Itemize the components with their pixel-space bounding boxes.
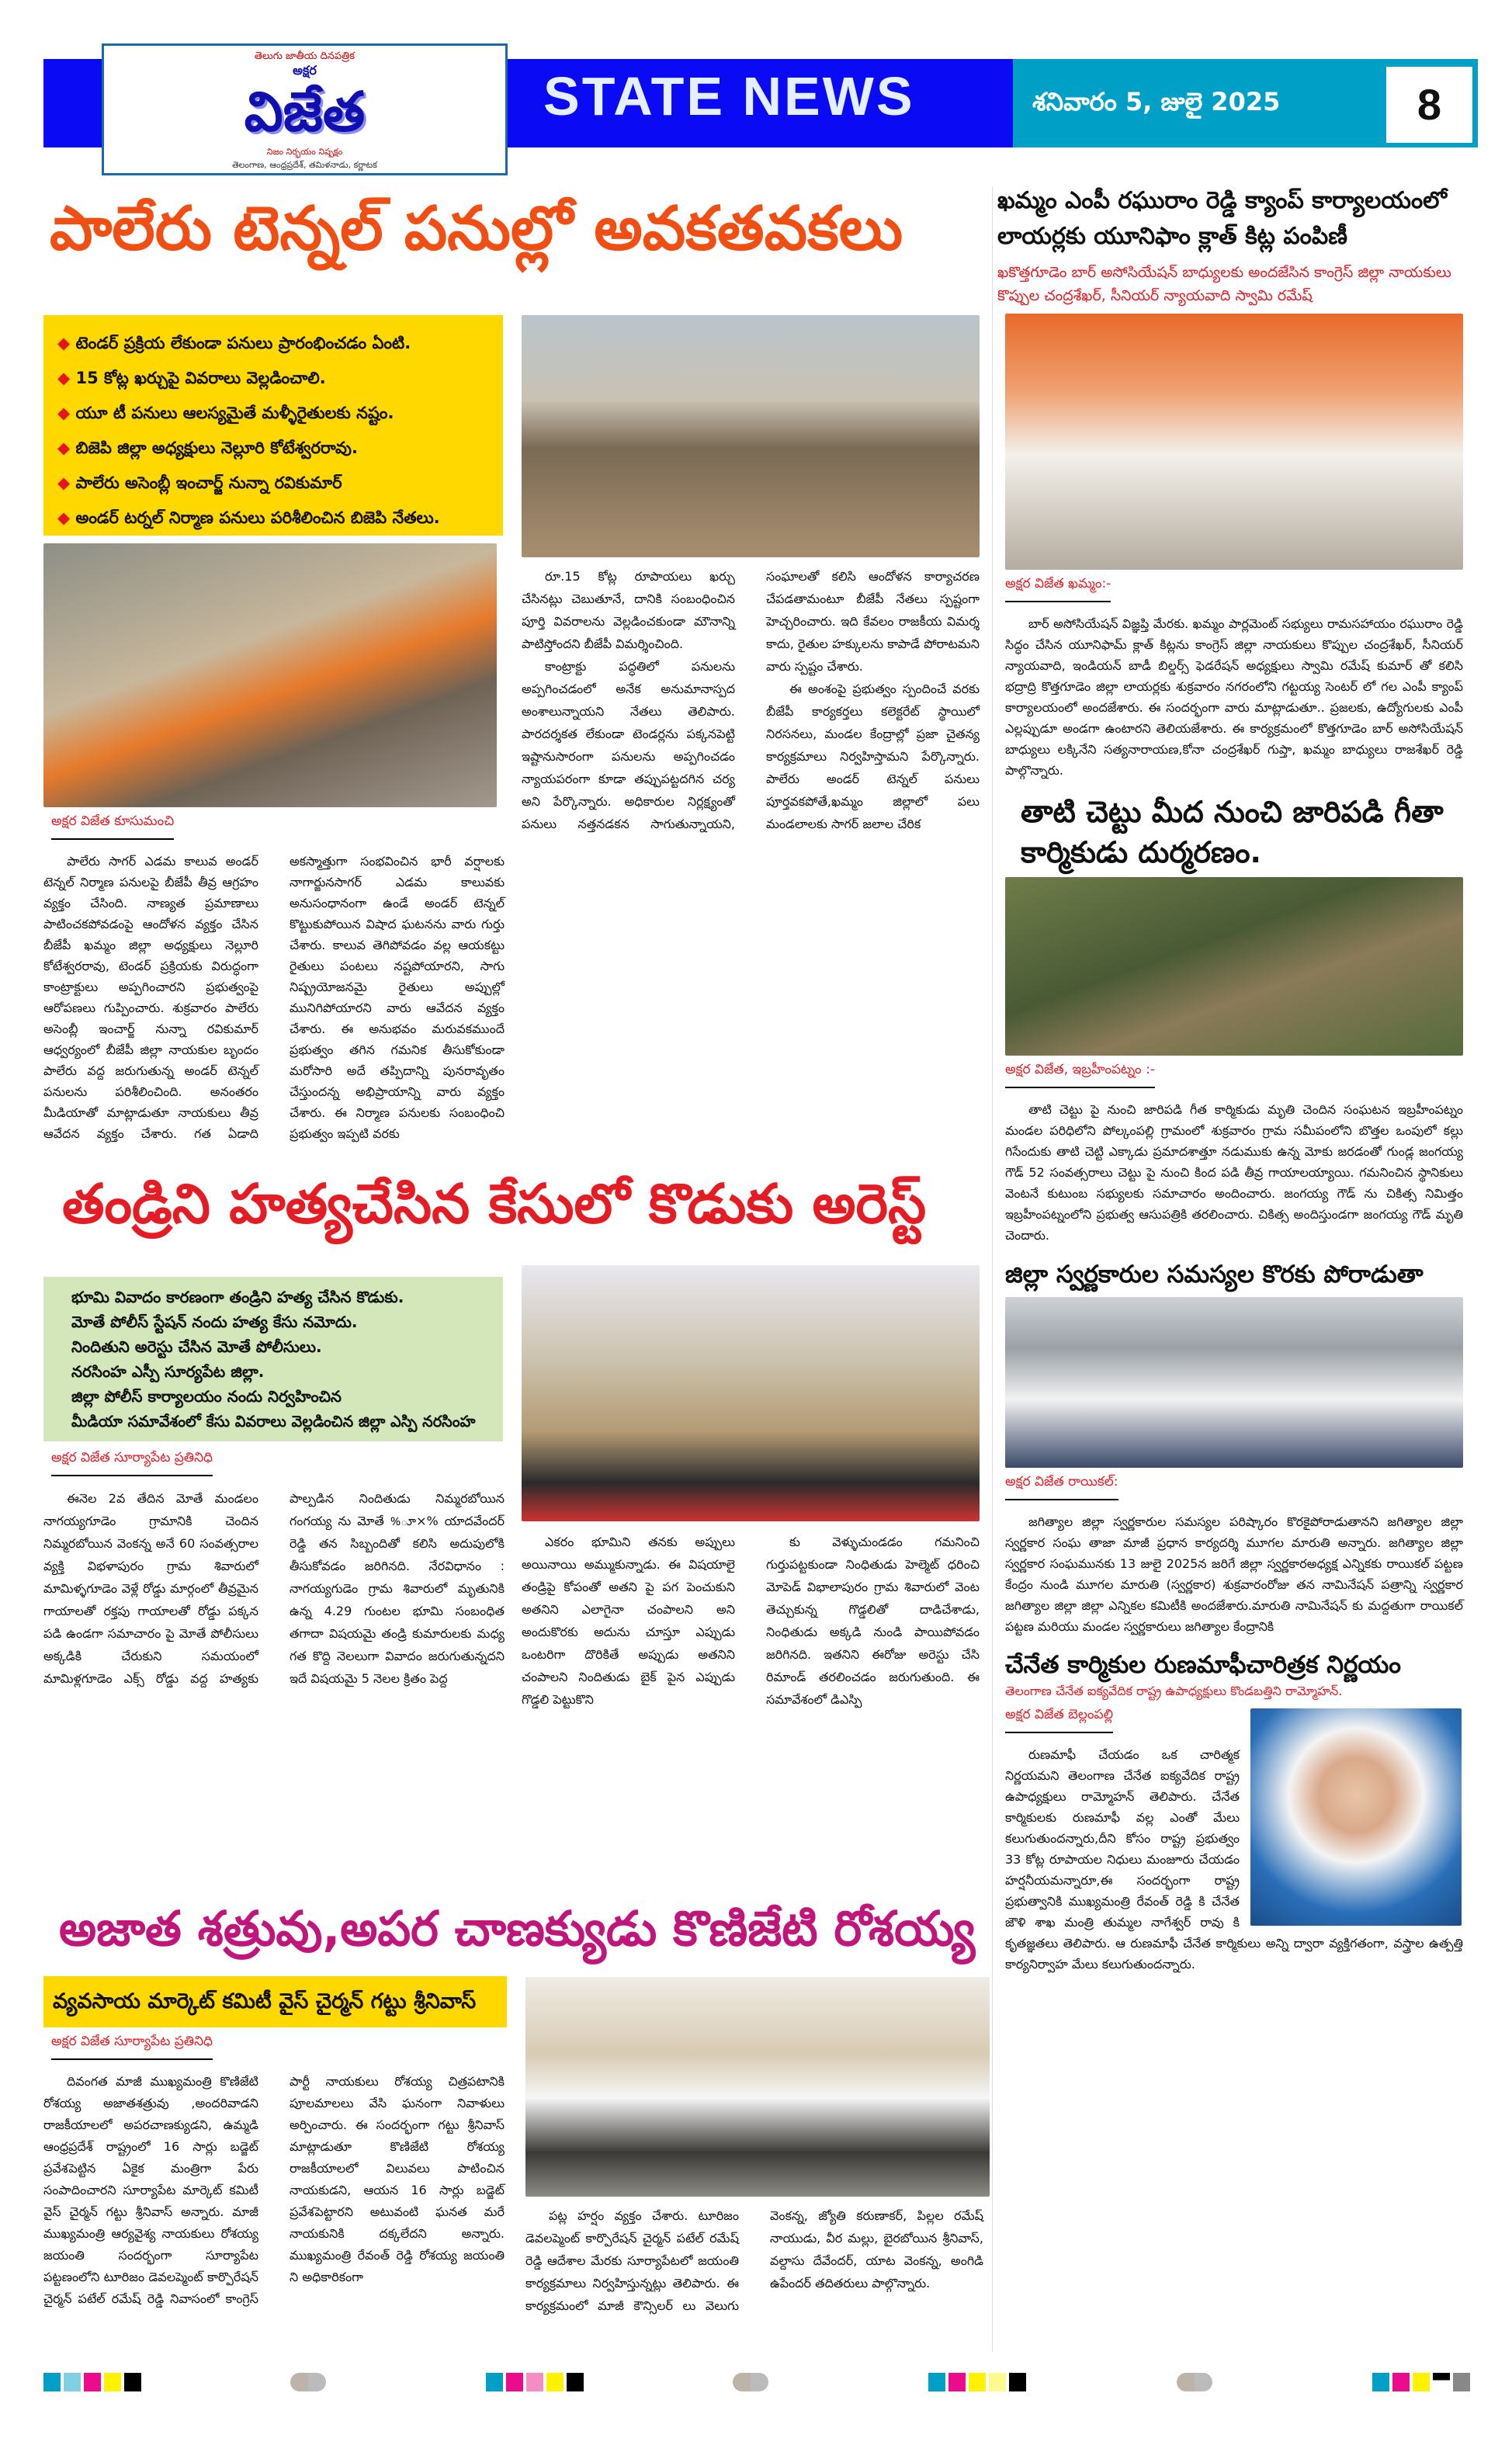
paragraph: తాటి చెట్టు పై నుంచి జారిపడి గీత కార్మికుడు మృతి చెందిన సంఘటన ఇబ్రహీంపట్నం మండల పరిధిలోని పోల్కంపల్లి గ్రామంలో శుక్రవారం గ్రామ సమీపంలోని బొత్తల ఒంపులో కల్లు గిసేందుకు తాటి చెట్టి ఎక్కాడు ప్రమాదశాత్తూ నడుముకు ఉన్న మోకు జరడంతో గుండ్ల జంగయ్య గౌడ్ 52 సంవత్సరాలు చెట్టు పై నుంచి కింద పడి తీవ్ర గాయాలయ్యాయి. గమనించిన స్థానికులు వెంటనే కుటుంబ సభ్యులకు సమాచారం అందించారు. జంగయ్య గౌడ్ ను చికిత్స నిమిత్తం ఇబ్రహీంపట్నంలోని ప్రభుత్వ ఆసుపత్రికి తరలించారు. చికిత్స అందిస్తుండగా జంగయ్య గౌడ్ మృతి చెందారు. [1005, 1102, 1463, 1243]
paragraph: ఈనెల 2వ తేదిన మోతే మండలం నాగయ్యగూడెం గ్రామానికి చెందిన నిమ్మరబోయిన వెంకన్న అనే 60 సంవత్సరాల వ్యక్తి విభళాపురం గ్రామ శివారులో మామిళ్ళగూడెం వెళ్లే రోడ్డు మార్గంలో తీవ్రమైన గాయాలతో రక్తపు గాయాలతో రోడ్డు పక్కన పడి ఉండగా సమాచారం పై మోతే పోలీసులు అక్కడికి చేరుకుని సమయంలో మామిళ్లగూడెం ఎక్స్ రోడ్డు వద్ద హత్యకు పాల్పడిన నిందితుడు నిమ్మరబోయిన గంగయ్య ను మోతే %ూ×% యాదవేందర్ రెడ్డి తన సిబ్బందితో కలిసి అదుపులోకి తీసుకోవడం జరిగినది. నేరవిధానం : నాగయ్యగుడెం గ్రామ శివారులో మృతునికి ఉన్న 4.29 గుంటల భూమి సంబంధిత తగాదా విషయమై తండ్రి కుమారులకు మధ్య గత కొద్ది నెలలుగా వివాదం జరుగుతున్నదని ఇదే విషయమై 5 నెలల క్రితం పెద్ద [43, 1491, 505, 1686]
headline-rosaiah: అజాత శత్రువు,అపర చాణక్యుడు కొణిజేటి రోశయ్య [59, 1900, 976, 1957]
right-column [997, 183, 1471, 1986]
article-paleru-right [522, 565, 980, 835]
photo-leaders-inspection [43, 543, 497, 807]
dateline: అక్షర విజేత ఖమ్మం:- [1005, 576, 1111, 602]
dateline: అక్షర విజేత బెల్లంపల్లి [1005, 1707, 1113, 1733]
registration-mark [1177, 2373, 1212, 2391]
paragraph: పట్ల హర్షం వ్యక్తం చేశారు. టూరిజం డెవలప్మెంట్ కార్పొరేషన్ చైర్మన్ పటేల్ రమేష్ రెడ్డి ఆదేశాల మేరకు సూర్యాపేటలో జయంతి కార్యక్రమాలు నిర్వహిస్తున్నట్లు తెలిపారు. ఈ కార్యక్రమంలో మాజీ కౌన్సిలర్ లు వెలుగు వెంకన్న, జ్యోతి కరుణాకర్, పిల్లల రమేష్ నాయుడు, వీర మల్లు, బైరబోయిన శ్రీనివాస్, వల్దాసు దేవేందర్, యాట వెంకన్న, అంగిడి ఉపేందర్ తదితరులు పాల్గొన్నారు. [525, 2208, 983, 2313]
logo-states: తెలంగాణ, ఆంధ్రప్రదేశ్, తమిళనాడు, కర్ణాటక [232, 160, 377, 170]
subhead: వ్యవసాయ మార్కెట్ కమిటీ వైస్ చైర్మన్ గట్టు శ్రీనివాస్ [53, 1989, 477, 2013]
article-arrest-left [43, 1444, 505, 1690]
logo-motto: నిజం నిర్భయం నిష్పక్షం [266, 147, 343, 157]
paragraph: పాలేరు సాగర్ ఎడమ కాలువ అండర్ టెన్నల్ నిర్మాణ పనులపై బీజేపీ తీవ్ర ఆగ్రహం వ్యక్తం చేసింది. నాణ్యత ప్రమాణాలు పాటించకపోవడంపై ఆందోళన వ్యక్తం చేసిన బీజేపీ ఖమ్మం జిల్లా అధ్యక్షులు నెల్లూరి కోటేశ్వరరావు, టెండర్ ప్రక్రియకు విరుద్ధంగా కాంట్రాక్టులు అప్పగించారని ప్రభుత్వంపై ఆరోపణలు గుప్పించారు. శుక్రవారం పాలేరు అసెంబ్లీ ఇంచార్జ్ నున్నా రవికుమార్ ఆధ్వర్యంలో బీజేపీ జిల్లా నాయకుల బృందం పాలేరు వద్ద జరుగుతున్న అండర్ టెన్నల్ పనులను పరిశీలించింది. అనంతరం మీడియాతో మాట్లాడుతూ నాయకులు తీవ్ర ఆవేదన వ్యక్తం చేశారు. గత ఏడాది అకస్మాత్తుగా సంభవించిన భారీ వర్షాలకు నాగార్జునసాగర్ ఎడమ కాలువకు అనుసంధానంగా ఉండే అండర్ టెన్నల్ కొట్టుకుపోయిన విషాద ఘటనను వారు గుర్తు చేశారు. కాలువ తెగిపోవడం వల్ల ఆయకట్టు రైతులు పంటలు నష్టపోయారని, సాగు నిష్ప్రయోజనమై రైతులు అప్పుల్లో మునిగిపోయారని వారు ఆవేదన వ్యక్తం చేశారు. ఈ అనుభవం మరువకముందే ప్రభుత్వం తగిన గమనిక తీసుకోకుండా మరోసారి అదే తప్పిదాన్ని పునరావృతం చేస్తుందన్న అభిప్రాయాన్ని వారు వ్యక్తం చేశారు. ఈ నిర్మాణ పనులకు సంబంధించి ప్రభుత్వం ఇప్పటి వరకు [43, 854, 505, 1141]
headline: చేనేత కార్మికుల రుణమాఫీచారిత్రక నిర్ణయం [1005, 1651, 1401, 1679]
photo-bjp-team-site [522, 315, 980, 557]
paragraph: ఈ అంశంపై ప్రభుత్వం స్పందించే వరకు బీజేపీ కార్యకర్తలు కలెక్టరేట్ స్థాయిలో నిరసనలు, మండల కేంద్రాల్లో ప్రజా చైతన్య కార్యక్రమాలు నిర్వహిస్తామని పేర్కొన్నారు. పాలేరు అండర్ టెన్నల్ పనులు పూర్తవకపోతే,ఖమ్మం జిల్లాలో పలు మండలాలకు సాగర్ జలాల చేరిక [766, 681, 980, 831]
subhead: తెలంగాణ చేనేత ఐక్యవేదిక రాష్ట్ర ఉపాధ్యక్షులు కొండబత్తిని రామ్మోహన్. [1005, 1684, 1343, 1698]
color-registration-bar [486, 2373, 584, 2391]
column-divider [992, 186, 993, 2352]
article-arrest-right [522, 1531, 980, 1711]
paragraph: కాంట్రాక్టు పద్ధతిలో పనులను అప్పగించడంలో అనేక అనుమానాస్పద అంశాలున్నాయని నేతలు తెలిపారు. పారదర్శకత లేకుండా టెండర్లను పక్కనపెట్టి ఇష్టానుసారంగా పనులను అప్పగించడం న్యాయపరంగా కూడా తప్పుపట్టదగిన చర్య అని పేర్కొన్నారు. అధికారుల నిర్లక్ష్యంతో పనులు నత్తనడకన సాగుతున్నాయని, సంఘాలతో కలిసి ఆందోళన కార్యాచరణ చేపడతామంటూ బీజేపీ నేతలు స్పష్టంగా హెచ్చరించారు. ఇది కేవలం రాజకీయ విమర్శ కాదు, రైతుల హక్కులను కాపాడే పోరాటమని వారు స్పష్టం చేశారు. [522, 569, 980, 831]
registration-mark [290, 2373, 326, 2391]
right-story-handloom [997, 1648, 1471, 1975]
logo-prefix: అక్షర [293, 63, 317, 78]
highlight-item: ◆ బిజెపి జిల్లా అధ్యక్షులు నెల్లూరి కోటేశ్వరరావు. [57, 431, 489, 466]
paragraph: దివంగత మాజీ ముఖ్యమంత్రి కొణిజేటి రోశయ్య అజాతశత్రువు ,అందరివాడని రాజకీయాలలో అపరచాణక్యుడని, ఉమ్మడి ఆంధ్రప్రదేశ్ రాష్ట్రంలో 16 సార్లు బడ్జెట్ ప్రవేశపెట్టిన ఏకైక మంత్రిగా పేరు సంపాదించారని సూర్యాపేట మార్కెట్ కమిటీ వైస్ చైర్మన్ గట్టు శ్రీనివాస్ అన్నారు. మాజీ ముఖ్యమంత్రి ఆర్యవైశ్య నాయకులు రోశయ్య జయంతి సందర్భంగా సూర్యాపేట పట్టణంలోని టూరిజం డెవలప్మెంట్ కార్పొరేషన్ చైర్మన్ పటేల్ రమేష్ రెడ్డి నివాసంలో కాంగ్రెస్ పార్టీ నాయకులు రోశయ్య చిత్రపటానికి పూలమాలలు వేసి ఘనంగా నివాళులు అర్పించారు. ఈ సందర్భంగా గట్టు శ్రీనివాస్ మాట్లాడుతూ కొణిజేటి రోశయ్య రాజకీయాలలో విలువలు పాటించిన నాయకుడని, ఆయన 16 సార్లు బడ్జెట్ ప్రవేశపెట్టారని అటువంటి ఘనత మరే నాయకునికి దక్కలేదని అన్నారు. ముఖ్యమంత్రి రేవంత్ రెడ్డి రోశయ్య జయంతి ని అధికారికంగా [43, 2074, 505, 2306]
highlights-box [43, 315, 503, 536]
article-rosaiah-right [525, 2204, 983, 2317]
dateline: అక్షర విజేత, ఇబ్రహీంపట్నం :- [1005, 1062, 1155, 1088]
logo-name: విజేత [244, 80, 366, 144]
dateline: అక్షర విజేత రాయికల్: [1005, 1474, 1118, 1500]
photo-police-press-meet [522, 1265, 980, 1521]
page-number: 8 [1386, 67, 1472, 143]
color-registration-bar [928, 2373, 1026, 2391]
handloom-body-wrap [997, 1701, 1471, 1975]
dateline: అక్షర విజేత సూర్యాపేట ప్రతినిధి [51, 1450, 213, 1476]
registration-mark [733, 2373, 768, 2391]
masthead-logo [102, 43, 508, 175]
issue-date: శనివారం 5, జులై 2025 [1032, 87, 1281, 116]
headline: జిల్లా స్వర్ణకారుల సమస్యల కొరకు పోరాడుతా [1005, 1261, 1424, 1288]
highlight-item: నరసింహ ఎస్పీ సూర్యపేట జిల్లా. [71, 1362, 265, 1381]
highlight-item: ◆ అండర్ టర్నల్ నిర్మాణ పనులు పరిశీలించిన బిజెపి నేతలు. [57, 501, 489, 536]
highlight-item: ◆ యూ టీ పనులు ఆలస్యమైతే మళ్ళీరైతులకు నష్టం. [57, 396, 489, 431]
subhead: ఖకొత్తగూడెం బార్ అసోసియేషన్ బాధ్యులకు అందజేసిన కాంగ్రెస్ జిల్లా నాయకులు కొప్పుల చంద్రశేఖర్, సీనియర్ న్యాయవాది స్వామి రమేష్ [997, 264, 1451, 304]
article-body [997, 1511, 1471, 1637]
highlights-list [43, 315, 503, 536]
highlights-box-green [43, 1277, 503, 1441]
subhead-box [43, 1976, 507, 2027]
highlight-item: ◆ 15 కోట్ల ఖర్చుపై వివరాలు వెల్లడించాలి. [57, 361, 489, 396]
headline-arrest: తండ్రిని హత్యచేసిన కేసులో కొడుకు అరెస్ట్ [62, 1172, 927, 1236]
paragraph: కు వెళ్ళుచుండడం గమనించి గుర్తుపట్టకుండా నింధితుడు హెల్మెట్ ధరించి మోపెడ్ విభాలాపురం గ్రామ శివారులో వెంట తెచ్చుకున్న గొడ్డలితో దాడిచేశాడు, నింధితుడు అక్కడి నుండి పాయిపోవడం జరిగినది. ఇతనిని ఈరోజు అరెస్టు చేసి రిమాండ్ తరలించడం జరుగుతుంది. ఈ సమావేశంలో డిఎస్పి [766, 1535, 980, 1707]
color-registration-bar [43, 2373, 141, 2391]
paragraph: ఎకరం భూమిని తనకు అప్పులు అయినాయి అమ్ముకున్నాడు. ఈ విషయాలై తండ్రిపై కోపంతో అతని పై పగ పెంచుకుని అతనిని ఎలాగైనా చంపాలని అని అందుకొరకు అదును చూస్తూ ఎప్పుడు ఒంటరిగా దొరికితే అప్పుడు అతనిని చంపాలని నిందితుడు బైక్ పైన ఎప్పుడు గొడ్డలి పెట్టుకొని [522, 1535, 735, 1707]
photo-goldsmiths-meeting [1005, 1297, 1463, 1468]
article-paleru-left [43, 807, 505, 1144]
highlight-item: జిల్లా పోలీస్ కార్యాలయం నందు నిర్వహించిన [71, 1387, 342, 1406]
highlight-item: మోతే పోలీస్ స్టేషన్ నందు హత్య కేసు నమోదు. [71, 1313, 358, 1331]
article-body [43, 1487, 505, 1690]
dateline: అక్షర విజేత కూసుమంచి [51, 813, 174, 840]
color-registration-bar [1372, 2373, 1470, 2391]
highlight-item: ◆ పాలేరు అసెంబ్లీ ఇంచార్జ్ నున్నా రవికుమార్ [57, 466, 489, 501]
article-body [43, 851, 505, 1144]
article-body [43, 2071, 505, 2310]
highlight-item: మీడియా సమావేశంలో కేసు వివరాలు వెల్లడించిన జిల్లా ఎస్పి నరసింహ [71, 1412, 476, 1431]
right-story-toddy [997, 792, 1471, 1246]
photo-rammohan-portrait [1250, 1708, 1462, 1926]
headline-paleru: పాలేరు టెన్నల్ పనుల్లో అవకతవకలు [50, 194, 903, 264]
section-title: STATE NEWS [543, 66, 915, 127]
headline: తాటి చెట్టు మీద నుంచి జారిపడి గీతా కార్మికుడు దుర్మరణం. [1021, 795, 1444, 869]
photo-accident-site [1005, 877, 1463, 1056]
paragraph: జగిత్యాల జిల్లా స్వర్ణకారుల సమస్యల పరిష్కారం కొరకైపోరాడుతానని జగిత్యాల జిల్లా స్వర్ణకార సంఘ తాజా మాజీ ప్రధాన కార్యదర్శి మూగల మారుతి అన్నారు. జగిత్యాల జిల్లా స్వర్ణకార సంఘమునకు 13 జులై 2025న జరిగే జిల్లా స్వర్ణకారఅధ్యక్ష ఎన్నికకు రాయికల్ పట్టణ కేంద్రం నుండి మూగల మారుతి (స్వర్ణకార) శుక్రవారంరోజు తన నామినేషన్ పత్రాన్ని స్వర్ణకార జగిత్యాల జిల్లా జిల్లా ఎన్నికల కమిటీకి అందజేశారు.మారుతి నామినేషన్ కు మద్దతుగా రాయికల్ పట్టణ మరియు మండల స్వర్ణకారులు జగిత్యాల కేంద్రానికి [1005, 1514, 1463, 1634]
photo-uniform-distribution [1005, 314, 1463, 570]
dateline: అక్షర విజేత సూర్యాపేట ప్రతినిధి [51, 2034, 213, 2060]
highlight-item: ◆ టెండర్ ప్రక్రియ లేకుండా పనులు ప్రారంభించడం ఏంటి. [57, 326, 489, 361]
article-body [997, 1099, 1471, 1246]
right-story-goldsmiths [997, 1257, 1471, 1637]
highlight-item: భూమి వివాదం కారణంగా తండ్రిని హత్య చేసిన కొడుకు. [71, 1288, 404, 1306]
logo-tagline: తెలుగు జాతీయ దినపత్రిక [254, 50, 355, 62]
paragraph: బార్ అసోసియేషన్ విజ్ఞప్తి మేరకు. ఖమ్మం పార్లమెంట్ సభ్యులు రామసహాయం రఘురాం రెడ్డి సిద్ధం చేసిన యూనిఫామ్ క్లాత్ కిట్లను కాంగ్రెస్ జిల్లా నాయకులు కొప్పుల చంద్రశేఖర్, సీనియర్ న్యాయవాది, ఇండియన్ బాడీ బిల్డర్స్ ఫెడరేషన్ అధ్యక్షులు స్వామి రమేష్ కుమార్ తో కలిసి భద్రాద్రి కొత్తగూడెం జిల్లా లాయర్లకు శుక్రవారం నగరంలోని గట్టయ్య సెంటర్ లో గల ఎంపీ క్యాంప్ కార్యాలయంలో అందజేశారు. ఈ సందర్భంగా వారు మాట్లాడుతూ.. ప్రజలకు, ఉద్యోగులకు ఎంపీ ఎల్లప్పుడూ అండగా ఉంటారని తెలియజేశారు. ఈ కార్యక్రమంలో కొత్తగూడెం బార్ అసోసియేషన్ బాధ్యులు లక్కినేని సత్యనారాయణ,కోనా చంద్రశేఖర్ గుప్తా, ఖమ్మం బాధ్యులు రాజశేఖర్ రెడ్డి పాల్గొన్నారు. [1005, 616, 1463, 778]
article-rosaiah-left [43, 2027, 505, 2310]
paragraph: రుణమాఫీ చేయడం ఒక చారిత్మక నిర్ణయమని తెలంగాణ చేనేత ఐక్యవేదిక రాష్ట్ర ఉపాధ్యక్షులు రామ్మోహన్ తెలిపారు. చేనేత కార్మికులకు రుణమాఫీ వల్ల ఎంతో మేలు కలుగుతుందన్నారు,దీని కోసం రాష్ట్ర ప్రభుత్వం 33 కోట్ల రూపాయల నిధులు మంజూరు చేయడం హర్షనీయమన్నారూ,ఈ సందర్భంగా రాష్ట్ర ప్రభుత్వానికి ముఖ్యమంత్రి రేవంత్ రెడ్డి కి చేనేత జౌళి శాఖ మంత్రి తుమ్మల నాగేశ్వర్ రావు కి కృతజ్ఞతలు తెలిపారు. ఆ రుణమాఫీ చేనేత కార్మికులు అన్ని ద్వారా వ్యక్తిగతంగా, వస్త్రాల ఉత్పత్తి కార్యనిర్వాహ మేలు కలుగుతుందన్నారు. [1005, 1747, 1463, 1972]
headline: ఖమ్మం ఎంపీ రఘురాం రెడ్డి క్యాంప్ కార్యాలయంలో లాయర్లకు యూనిఫాం క్లాత్ కిట్ల పంపిణీ [997, 187, 1448, 250]
photo-tribute-event [525, 1977, 990, 2197]
right-story-khammam [997, 183, 1471, 781]
paragraph: రూ.15 కోట్ల రూపాయలు ఖర్చు చేసినట్లు చెబుతూనే, దానికి సంబంధించిన పూర్తి వివరాలను వెల్లడించకుండా మౌనాన్ని పాటిస్తోందని బీజేపీ విమర్శించింది. [522, 569, 735, 651]
highlight-item: నిందితుని అరెస్టు చేసిన మోతే పోలీసులు. [71, 1337, 322, 1356]
article-body [997, 613, 1471, 781]
